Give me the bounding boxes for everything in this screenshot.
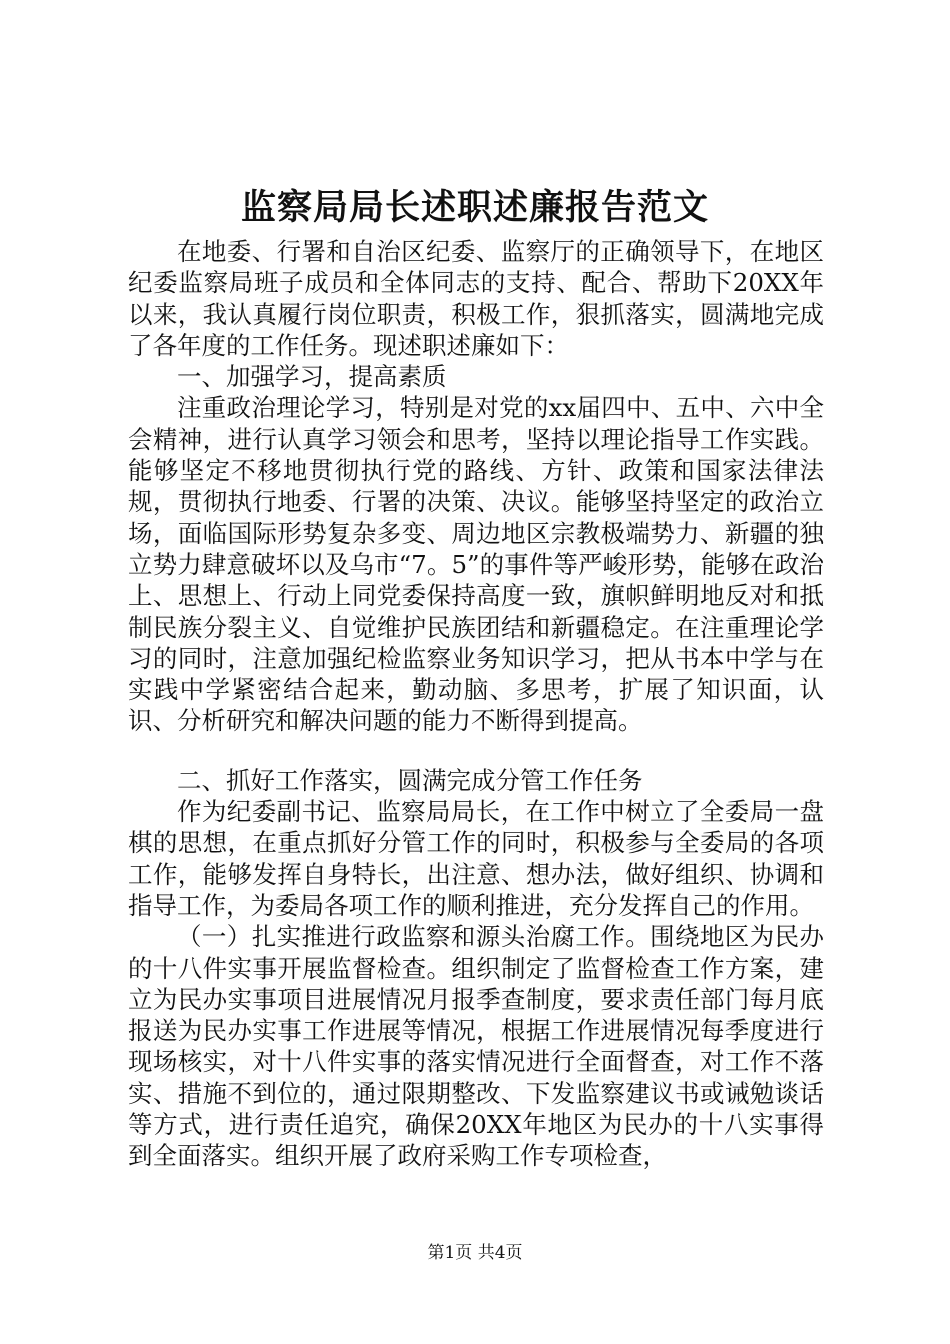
page-footer: 第1页 共4页 (427, 1243, 523, 1263)
document-title: 监察局局长述职述廉报告范文 (240, 187, 709, 228)
document-body (128, 236, 824, 1172)
section-2-paragraph: 作为纪委副书记、监察局局长，在工作中树立了全委局一盘棋的思想，在重点抓好分管工作的同时，积极参与全委局的各项工作，能够发挥自身特长，出注意、想办法，做好组织、协调和指导工作，为委局各项工作的顺利推进，充分发挥自己的作用。 (128, 797, 824, 920)
section-heading-2: 二、抓好工作落实，圆满完成分管工作任务 (177, 765, 643, 795)
subsection-1-paragraph: （一）扎实推进行政监察和源头治腐工作。围绕地区为民办的十八件实事开展监督检查。组织制定了监督检查工作方案，建立为民办实事项目进展情况月报季查制度，要求责任部门每月底报送为民办实事工作进展等情况，根据工作进展情况每季度进行现场核实，对十八件实事的落实情况进行全面督查，对工作不落实、措施不到位的，通过限期整改、下发监察建议书或诫勉谈话等方式，进行责任追究，确保20XX年地区为民办的十八实事得到全面落实。组织开展了政府采购工作专项检查， (128, 922, 824, 1171)
intro-paragraph: 在地委、行署和自治区纪委、监察厅的正确领导下，在地区纪委监察局班子成员和全体同志的支持、配合、帮助下20XX年以来，我认真履行岗位职责，积极工作，狠抓落实，圆满地完成了各年度的工作任务。现述职述廉如下： (128, 237, 824, 360)
section-1-paragraph: 注重政治理论学习，特别是对党的xx届四中、五中、六中全会精神，进行认真学习领会和思考，坚持以理论指导工作实践。能够坚定不移地贯彻执行党的路线、方针、政策和国家法律法规，贯彻执行地委、行署的决策、决议。能够坚持坚定的政治立场，面临国际形势复杂多变、周边地区宗教极端势力、新疆的独立势力肆意破坏以及乌市“7。5”的事件等严峻形势，能够在政治上、思想上、行动上同党委保持高度一致，旗帜鲜明地反对和抵制民族分裂主义、自觉维护民族团结和新疆稳定。在注重理论学习的同时，注意加强纪检监察业务知识学习，把从书本中学与在实践中学紧密结合起来，勤动脑、多思考，扩展了知识面，认识、分析研究和解决问题的能力不断得到提高。 (128, 393, 824, 736)
paragraph-spacer (128, 737, 824, 765)
section-heading-1: 一、加强学习，提高素质 (177, 362, 447, 392)
